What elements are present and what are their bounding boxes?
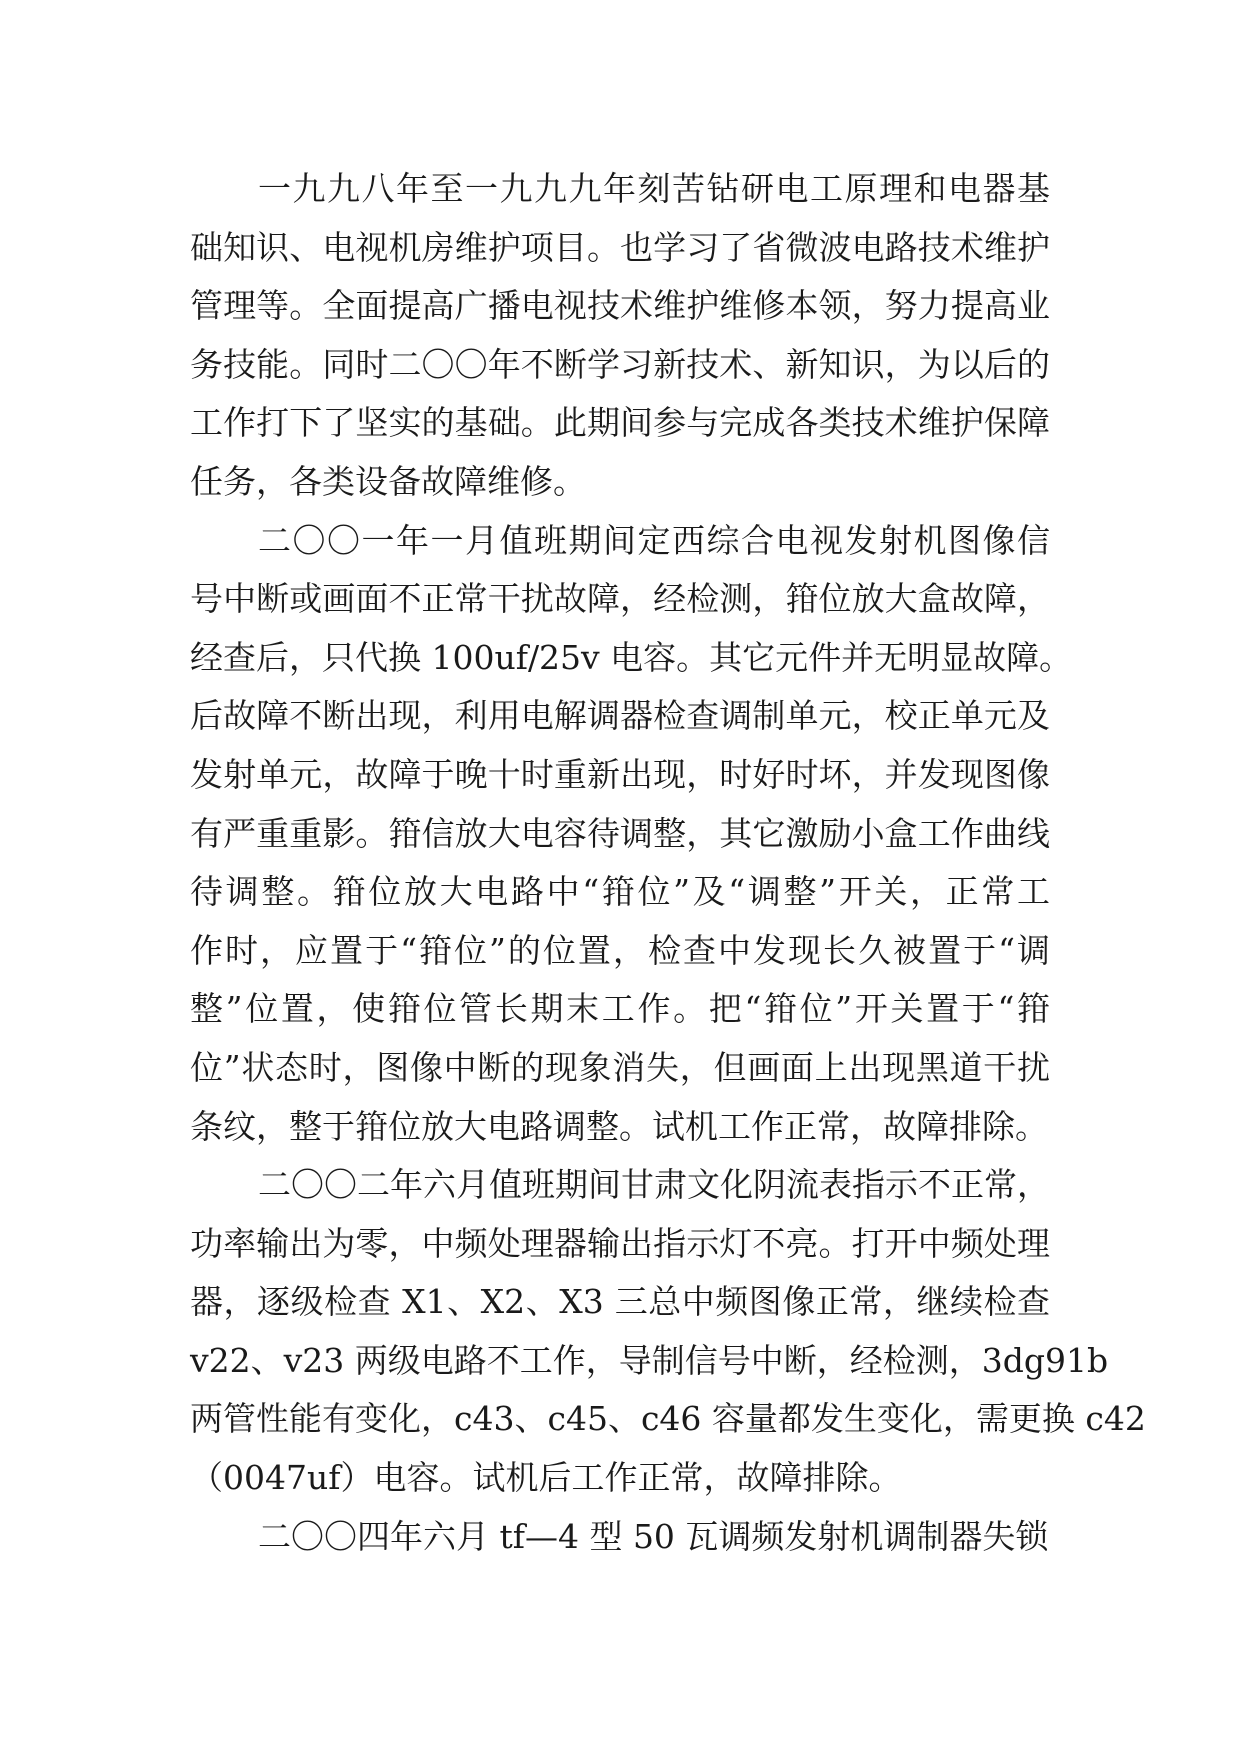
paragraph — [190, 1508, 1050, 1567]
text-line: 管理等。全面提高广播电视技术维护维修本领，努力提高业 — [190, 286, 1050, 326]
text-line: 待调整。箝位放大电路中“箝位”及“调整”开关，正常工 — [190, 872, 1050, 912]
text-line: 有严重重影。箝信放大电容待调整，其它激励小盒工作曲线 — [190, 813, 1050, 853]
text-line: （0047uf）电容。试机后工作正常，故障排除。 — [190, 1458, 902, 1498]
text-line: 经查后，只代换 100uf/25v 电容。其它元件并无明显故障。 — [190, 637, 1073, 677]
paragraph — [190, 160, 1050, 512]
text-line: 位”状态时，图像中断的现象消失，但画面上出现黑道干扰 — [190, 1047, 1050, 1087]
text-line: v22、v23 两级电路不工作，导制信号中断，经检测，3dg91b — [190, 1340, 1109, 1380]
text-line: 二〇〇二年六月值班期间甘肃文化阴流表指示不正常， — [258, 1165, 1050, 1205]
text-line: 整”位置，使箝位管长期末工作。把“箝位”开关置于“箝 — [190, 989, 1050, 1029]
text-line: 器，逐级检查 X1、X2、X3 三总中频图像正常，继续检查 — [190, 1282, 1050, 1322]
text-line: 任务，各类设备故障维修。 — [190, 461, 586, 501]
text-line: 础知识、电视机房维护项目。也学习了省微波电路技术维护 — [190, 227, 1050, 267]
text-line: 两管性能有变化，c43、c45、c46 容量都发生变化，需更换 c42 — [190, 1399, 1146, 1439]
text-line: 条纹，整于箝位放大电路调整。试机工作正常，故障排除。 — [190, 1106, 1048, 1146]
paragraph — [190, 512, 1073, 1157]
text-line: 作时，应置于“箝位”的位置，检查中发现长久被置于“调 — [190, 930, 1050, 970]
text-line: 二〇〇一年一月值班期间定西综合电视发射机图像信 — [258, 520, 1050, 560]
text-line: 号中断或画面不正常干扰故障，经检测，箝位放大盒故障， — [190, 579, 1050, 619]
text-line: 发射单元，故障于晚十时重新出现，时好时坏，并发现图像 — [190, 754, 1050, 794]
text-line: 功率输出为零，中频处理器输出指示灯不亮。打开中频处理 — [190, 1223, 1050, 1263]
text-line: 后故障不断出现，利用电解调器检查调制单元，校正单元及 — [190, 696, 1050, 736]
text-line: 一九九八年至一九九九年刻苦钻研电工原理和电器基 — [258, 169, 1050, 208]
text-line: 二〇〇四年六月 tf—4 型 50 瓦调频发射机调制器失锁 — [258, 1516, 1049, 1556]
text-line: 工作打下了坚实的基础。此期间参与完成各类技术维护保障 — [190, 403, 1050, 443]
paragraph — [190, 1156, 1146, 1508]
text-line: 务技能。同时二〇〇年不断学习新技术、新知识，为以后的 — [190, 344, 1050, 384]
document-body — [190, 160, 1146, 1566]
